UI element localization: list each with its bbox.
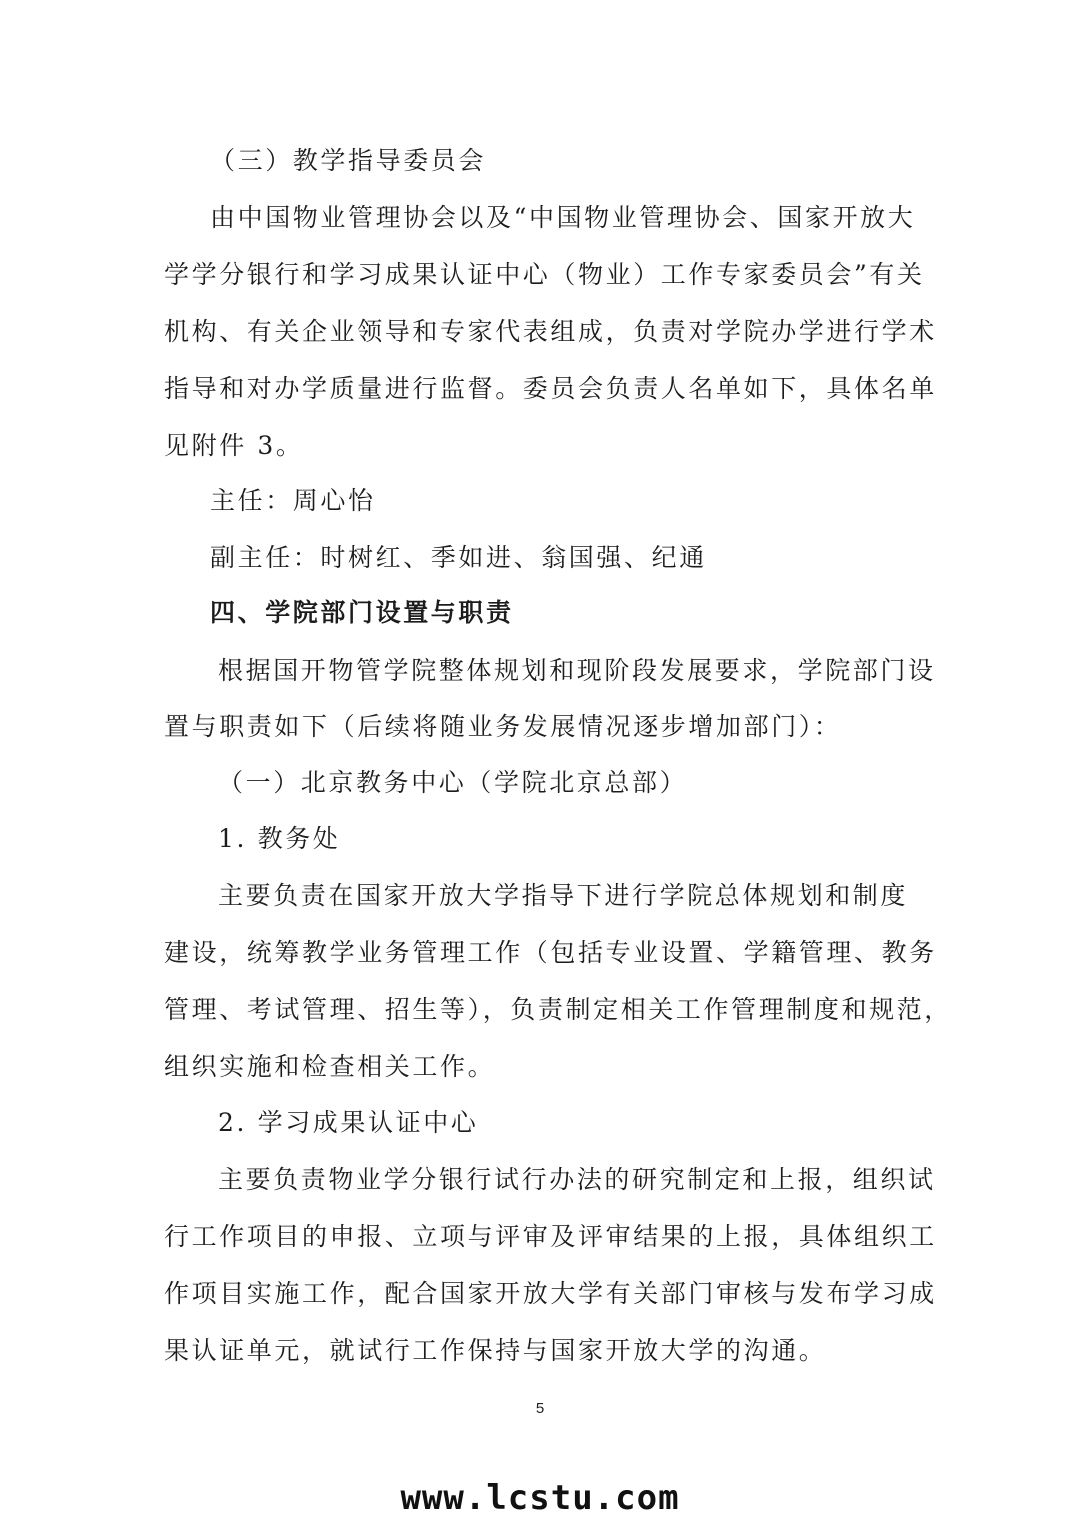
director-line: 主任：周心怡	[210, 486, 376, 515]
section-4-heading: 四、学院部门设置与职责	[210, 598, 514, 627]
subsection-1-heading: （一）北京教务中心（学院北京总部）	[218, 768, 688, 797]
item-1-paragraph-line: 建设，统筹教学业务管理工作（包括专业设置、学籍管理、教务	[164, 938, 937, 967]
section-3-heading: （三）教学指导委员会	[210, 146, 487, 175]
section-3-paragraph-line: 学学分银行和学习成果认证中心（物业）工作专家委员会”有关	[164, 260, 925, 289]
item-2-paragraph-line: 果认证单元，就试行工作保持与国家开放大学的沟通。	[164, 1336, 827, 1365]
section-4-paragraph-line: 根据国开物管学院整体规划和现阶段发展要求，学院部门设	[218, 656, 936, 685]
item-1-paragraph-line: 管理、考试管理、招生等），负责制定相关工作管理制度和规范，	[164, 995, 952, 1024]
watermark-text: www.lcstu.com	[400, 1478, 680, 1518]
section-3-paragraph-line: 指导和对办学质量进行监督。委员会负责人名单如下，具体名单	[164, 374, 937, 403]
section-3-paragraph-line: 见附件 3。	[164, 431, 304, 460]
section-4-paragraph-line: 置与职责如下（后续将随业务发展情况逐步增加部门）：	[164, 712, 842, 741]
deputy-director-line: 副主任：时树红、季如进、翁国强、纪通	[210, 543, 707, 572]
item-2-paragraph-line: 行工作项目的申报、立项与评审及评审结果的上报，具体组织工	[164, 1222, 937, 1251]
section-3-paragraph-line: 由中国物业管理协会以及“中国物业管理协会、国家开放大	[210, 203, 916, 232]
item-2-paragraph-line: 作项目实施工作，配合国家开放大学有关部门审核与发布学习成	[164, 1279, 937, 1308]
section-3-paragraph-line: 机构、有关企业领导和专家代表组成，负责对学院办学进行学术	[164, 317, 937, 346]
item-1-heading: 1. 教务处	[218, 824, 341, 853]
item-2-paragraph-line: 主要负责物业学分银行试行办法的研究制定和上报，组织试	[218, 1165, 936, 1194]
item-1-paragraph-line: 主要负责在国家开放大学指导下进行学院总体规划和制度	[218, 881, 909, 910]
item-1-paragraph-line: 组织实施和检查相关工作。	[164, 1052, 496, 1081]
item-2-heading: 2. 学习成果认证中心	[218, 1108, 479, 1137]
page-number: 5	[535, 1400, 545, 1417]
